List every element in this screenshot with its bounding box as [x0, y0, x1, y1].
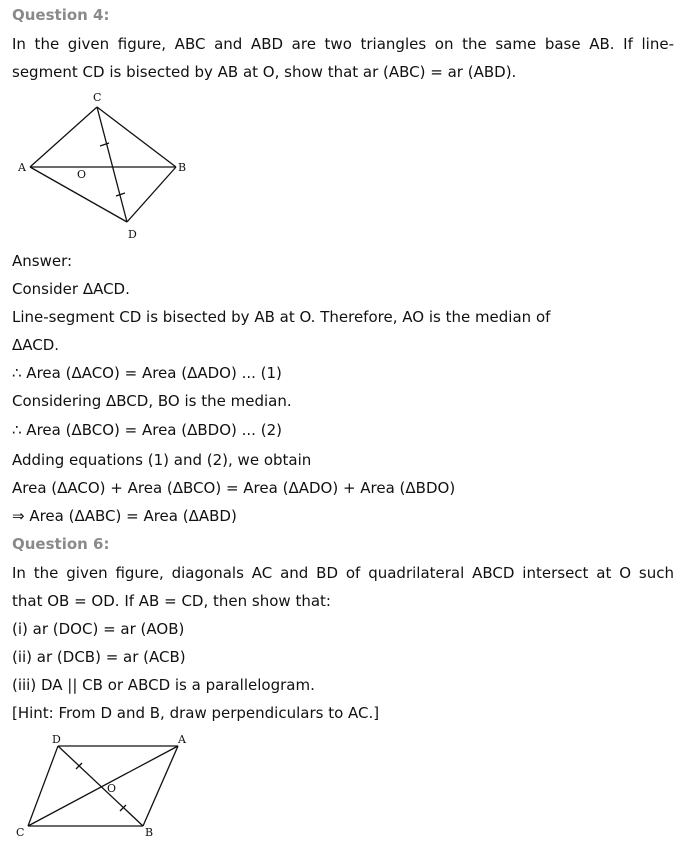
- label-a: A: [18, 161, 26, 174]
- question-6-statement-line-2: that OB = OD. If AB = CD, then show that:: [12, 592, 331, 610]
- answer-line-8: Adding equations (1) and (2), we obtain: [12, 451, 312, 469]
- label-c: C: [93, 91, 102, 104]
- answer-line-6: Considering ΔBCD, BO is the median.: [12, 392, 292, 410]
- question-6-part-1: (i) ar (DOC) = ar (AOB): [12, 620, 185, 638]
- label-a: A: [178, 733, 186, 746]
- question-4-heading: Question 4:: [12, 6, 110, 24]
- segment-cd: [28, 746, 58, 826]
- answer-line-9: Area (ΔACO) + Area (ΔBCO) = Area (ΔADO) + Area (ΔBDO): [12, 479, 456, 497]
- label-b: B: [178, 161, 187, 174]
- question-6-heading: Question 6:: [12, 535, 110, 553]
- label-o: O: [107, 782, 117, 795]
- diagonal-ca: [28, 746, 178, 826]
- question-6-part-3: (iii) DA || CB or ABCD is a parallelogram.: [12, 676, 315, 694]
- answer-line-10: ⇒ Area (ΔABC) = Area (ΔABD): [12, 507, 237, 525]
- label-c: C: [16, 826, 25, 839]
- question-6-statement-line-1: In the given figure, diagonals AC and BD of quadrilateral ABCD intersect at O such: [12, 564, 674, 582]
- question-4-statement-line-2: segment CD is bisected by AB at O, show that ar (ABC) = ar (ABD).: [12, 63, 517, 81]
- segment-ab: [143, 746, 178, 826]
- diagonal-db: [58, 746, 143, 826]
- answer-line-2: Consider ΔACD.: [12, 280, 130, 298]
- answer-line-4: ΔACD.: [12, 336, 60, 354]
- answer-line-7: ∴ Area (ΔBCO) = Area (ΔBDO) ... (2): [12, 421, 282, 439]
- question-4-statement-line-1: In the given figure, ABC and ABD are two triangles on the same base AB. If line-: [12, 35, 674, 53]
- question-6-hint: [Hint: From D and B, draw perpendiculars to AC.]: [12, 704, 380, 722]
- answer-line-5: ∴ Area (ΔACO) = Area (ΔADO) ... (1): [12, 364, 282, 382]
- question-6-part-2: (ii) ar (DCB) = ar (ACB): [12, 648, 186, 666]
- label-d: D: [52, 733, 61, 746]
- label-o: O: [77, 168, 87, 181]
- answer-line-3: Line-segment CD is bisected by AB at O. Therefore, AO is the median of: [12, 308, 551, 326]
- label-b: B: [145, 826, 154, 839]
- label-d: D: [128, 228, 137, 241]
- answer-line-1: Answer:: [12, 252, 73, 270]
